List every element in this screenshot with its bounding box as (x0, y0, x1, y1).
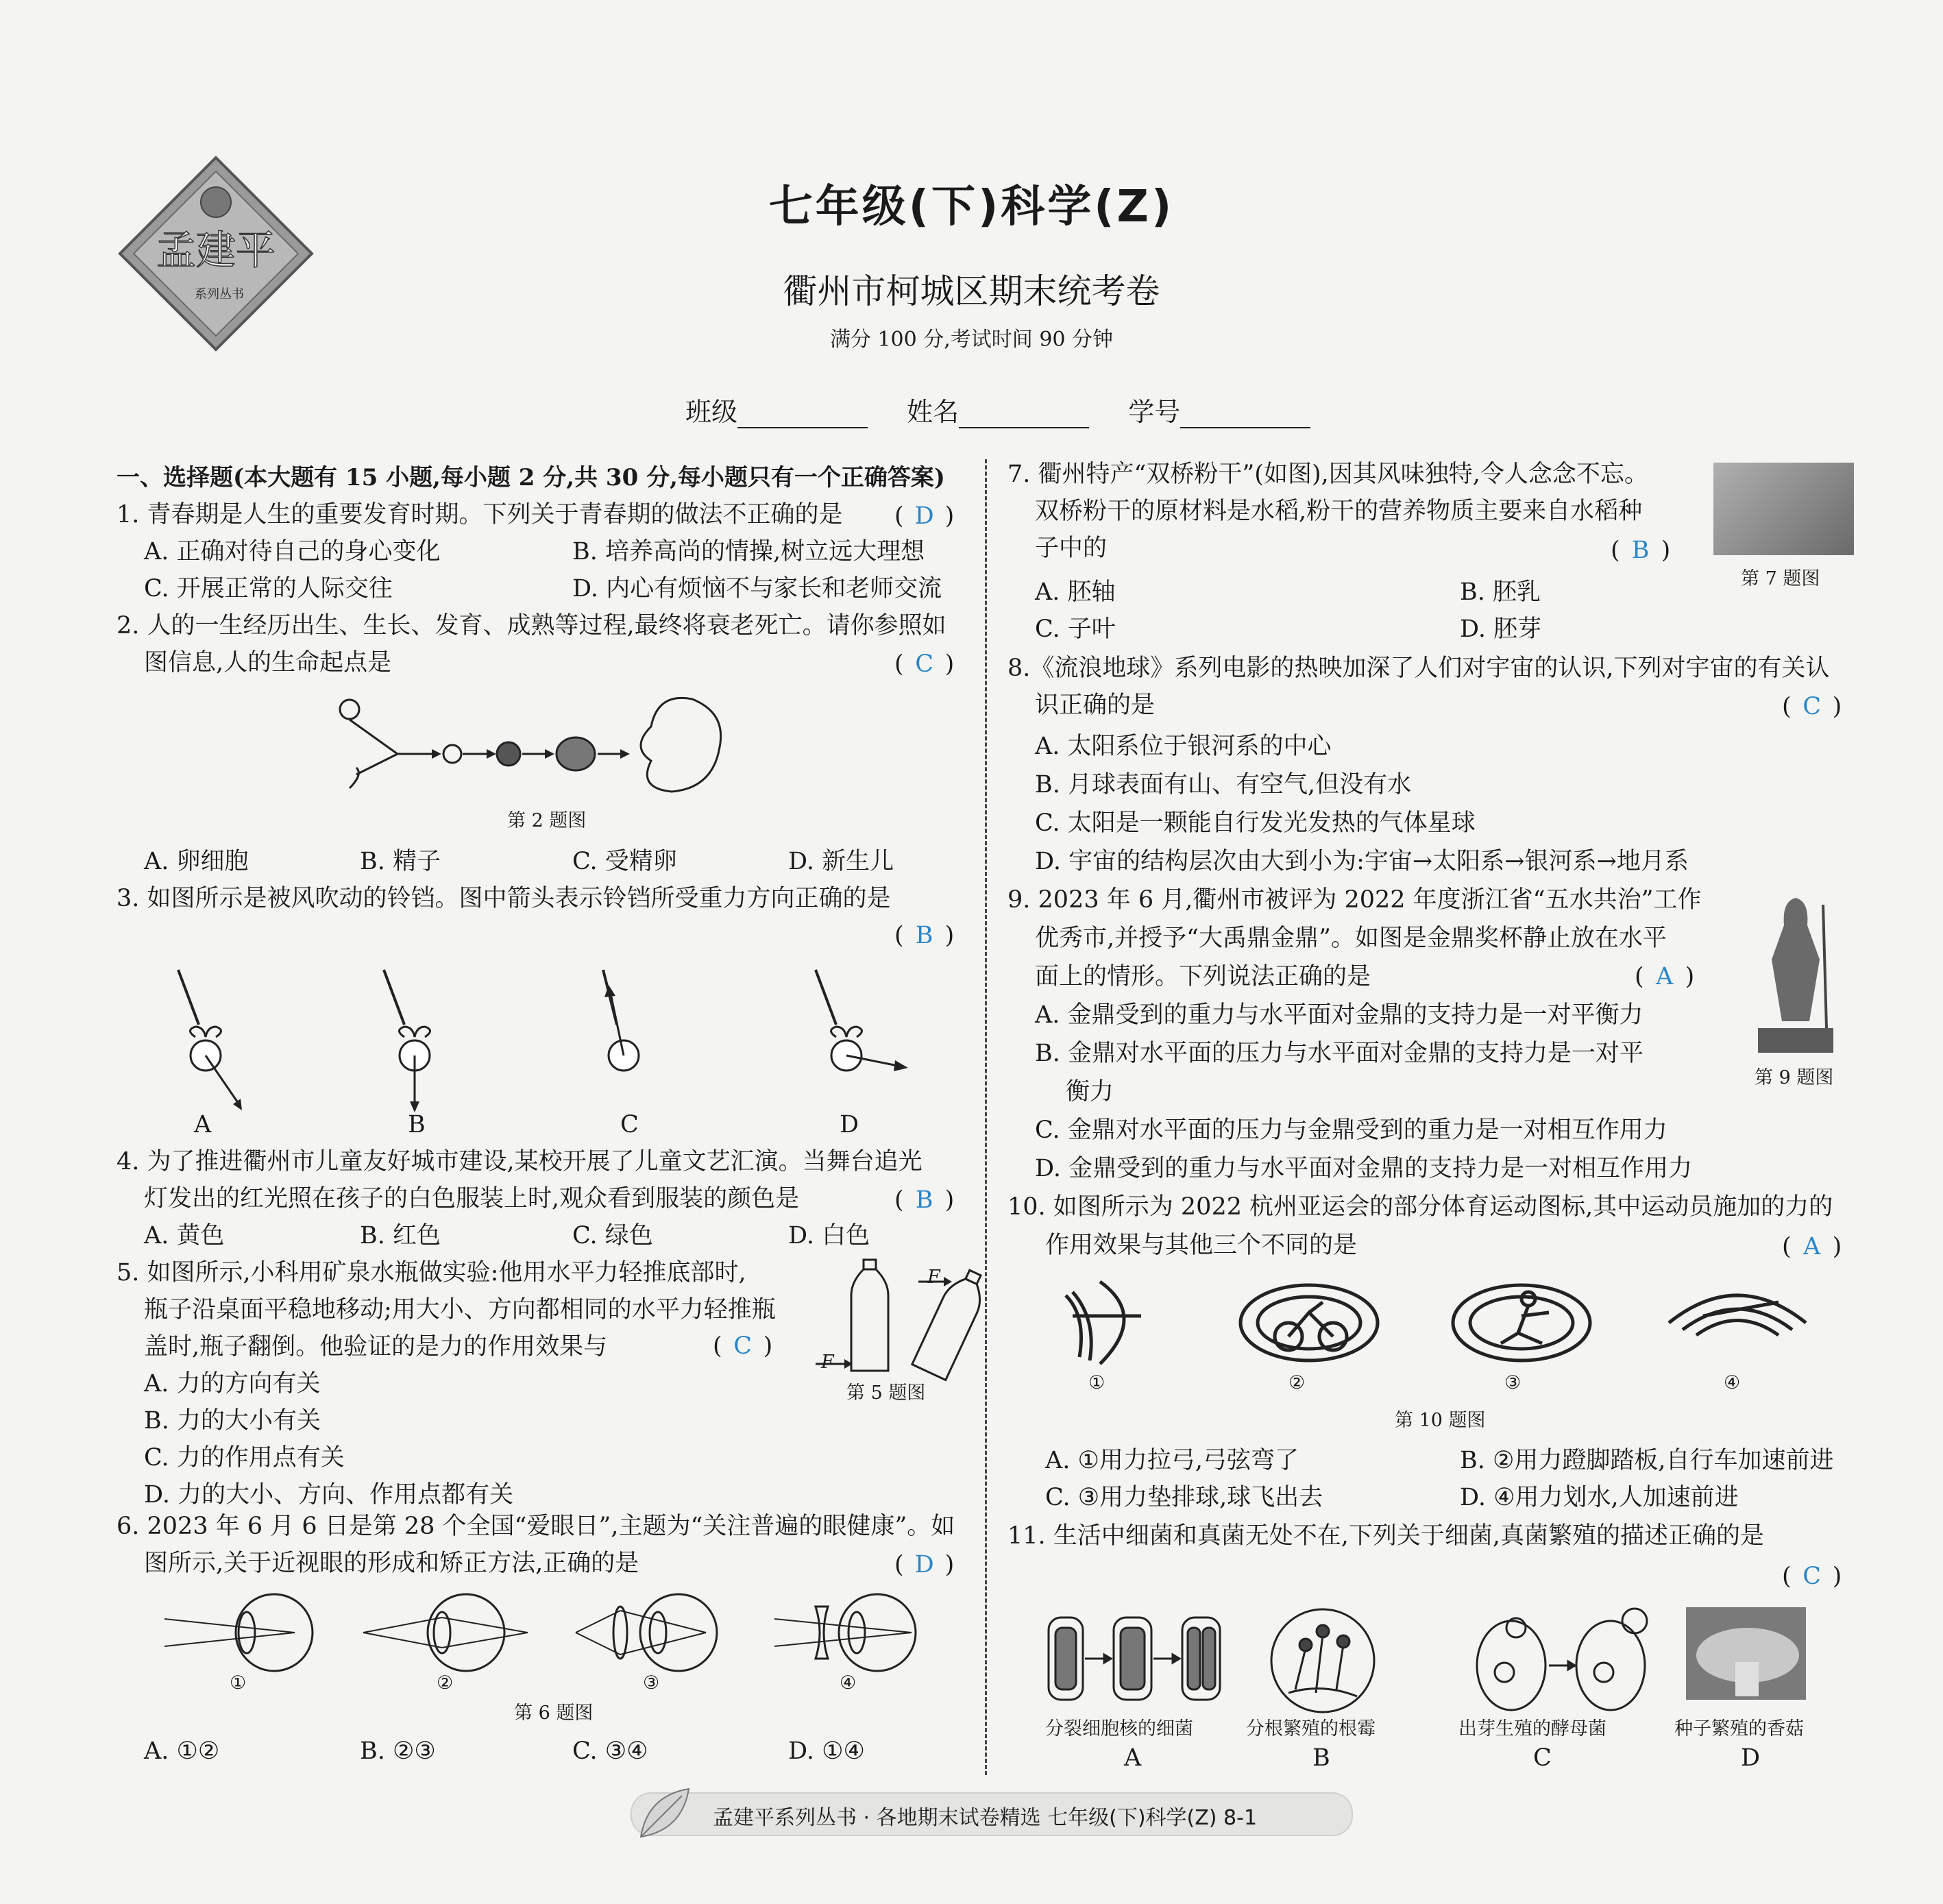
q5-option-a: A. 力的方向有关 (144, 1370, 321, 1398)
q3-label-b: B (408, 1111, 426, 1138)
q4-option-d: D. 白色 (788, 1222, 870, 1249)
q6-label-1: ① (230, 1672, 247, 1694)
bell-d-icon (816, 970, 908, 1071)
q8-answer: C (1803, 693, 1822, 720)
q9-stem-2: 优秀市,并授予“大禹鼎金鼎”。如图是金鼎奖杯静止放在水平 (1035, 925, 1667, 952)
exam-meta: 满分 100 分,考试时间 90 分钟 (829, 328, 1114, 352)
q3-answer: B (915, 922, 933, 949)
q10-option-a: A. ①用力拉弓,弓弦弯了 (1045, 1447, 1299, 1474)
mushroom-photo (1686, 1607, 1806, 1700)
name-label: 姓名 (907, 397, 960, 427)
q5-option-d: D. 力的大小、方向、作用点都有关 (144, 1481, 514, 1509)
q10-option-d: D. ④用力划水,人加速前进 (1460, 1484, 1739, 1511)
yeast-budding-icon (1477, 1609, 1647, 1710)
q5-answer: C (733, 1332, 753, 1360)
q7-option-b: B. 胚乳 (1460, 578, 1541, 606)
q2-option-a: A. 卵细胞 (144, 848, 249, 875)
q6-answer-box: ( D ) (894, 1551, 955, 1578)
q11-label-c: C (1533, 1744, 1552, 1772)
q2-answer-box: ( C ) (894, 650, 955, 678)
page-subtitle: 衢州市柯城区期末统考卷 (783, 271, 1160, 311)
q9-option-c: C. 金鼎对水平面的压力与金鼎受到的重力是一对相互作用力 (1035, 1116, 1667, 1144)
q4-answer-box: ( B ) (894, 1186, 955, 1214)
logo-text: 孟建平 (156, 227, 276, 273)
page-title: 七年级(下)科学(Z) (768, 182, 1175, 232)
rowing-icon (1669, 1295, 1806, 1335)
q9-answer-box: ( A ) (1635, 963, 1695, 990)
q10-answer: A (1803, 1233, 1821, 1260)
embryo-icon (557, 737, 595, 770)
q2-option-c: C. 受精卵 (572, 848, 677, 875)
q11-label-a: A (1124, 1744, 1142, 1772)
q5-stem-2: 瓶子沿桌面平稳地移动;用大小、方向都相同的水平力轻推瓶 (144, 1296, 776, 1323)
eye-diagram-4-icon (774, 1594, 916, 1671)
q4-stem-1: 4. 为了推进衢州市儿童友好城市建设,某校开展了儿童文艺汇演。当舞台追光 (117, 1148, 922, 1175)
class-field[interactable] (737, 404, 868, 428)
q11-figure (1045, 1607, 1813, 1726)
q3-figure (151, 970, 939, 1137)
column-divider (985, 459, 987, 1775)
q2-figure (329, 685, 795, 805)
name-field[interactable] (959, 404, 1089, 428)
q7-answer: B (1631, 537, 1650, 564)
q6-label-3: ③ (643, 1672, 660, 1694)
q5-force-label-bottom: F (821, 1352, 834, 1373)
q9-option-b-2: 衡力 (1066, 1078, 1114, 1106)
q11-caption-a: 分裂细胞核的细菌 (1045, 1718, 1193, 1740)
eye-diagram-1-icon (164, 1594, 313, 1671)
q5-answer-box: ( C ) (713, 1332, 773, 1360)
bell-b-icon (384, 970, 430, 1112)
logo-subtext: 系列丛书 (195, 287, 244, 302)
q10-label-3: ③ (1504, 1372, 1522, 1393)
footer-text: 孟建平系列丛书 · 各地期末试卷精选 七年级(下)科学(Z) 8-1 (713, 1806, 1258, 1830)
q9-option-b-1: B. 金鼎对水平面的压力与水平面对金鼎的支持力是一对平 (1035, 1040, 1643, 1067)
q8-option-a: A. 太阳系位于银河系的中心 (1035, 733, 1332, 760)
q7-stem-3: 子中的 (1035, 535, 1108, 562)
q10-label-4: ④ (1724, 1372, 1741, 1393)
q10-option-b: B. ②用力蹬脚踏板,自行车加速前进 (1460, 1447, 1834, 1474)
q1-option-d: D. 内心有烦恼不与家长和老师交流 (572, 575, 942, 602)
sperm-icon (350, 720, 398, 788)
q7-answer-box: ( B ) (1611, 537, 1671, 564)
q10-caption: 第 10 题图 (1395, 1410, 1486, 1431)
q2-option-d: D. 新生儿 (788, 848, 894, 875)
section-heading: 一、选择题(本大题有 15 小题,每小题 2 分,共 30 分,每小题只有一个正确答案) (117, 464, 945, 491)
q1-stem: 1. 青春期是人生的重要发育时期。下列关于青春期的做法不正确的是 (117, 501, 843, 528)
q6-figure (151, 1590, 939, 1689)
q9-option-d: D. 金鼎受到的重力与水平面对金鼎的支持力是一对相互作用力 (1035, 1155, 1693, 1182)
q7-stem-2: 双桥粉干的原材料是水稻,粉干的营养物质主要来自水稻种 (1035, 498, 1643, 525)
q11-caption-b: 分根繁殖的根霉 (1246, 1718, 1376, 1740)
q6-option-c: C. ③④ (572, 1737, 648, 1765)
q6-label-2: ② (437, 1672, 454, 1694)
q6-answer: D (914, 1551, 934, 1578)
upright-bottle-icon (851, 1260, 888, 1371)
archery-icon (1066, 1282, 1141, 1364)
q2-answer: C (915, 650, 934, 678)
eye-diagram-3-icon (576, 1594, 717, 1671)
q4-option-a: A. 黄色 (144, 1222, 225, 1249)
embryo-cluster-icon (497, 742, 520, 766)
q1-option-c: C. 开展正常的人际交往 (144, 575, 393, 602)
q10-answer-box: ( A ) (1782, 1233, 1842, 1260)
q7-option-d: D. 胚芽 (1460, 615, 1542, 643)
q8-stem-1: 8.《流浪地球》系列电影的热映加深了人们对宇宙的认识,下列对宇宙的有关认 (1007, 655, 1830, 682)
class-label: 班级 (685, 397, 738, 427)
q8-option-b: B. 月球表面有山、有空气,但没有水 (1035, 771, 1412, 798)
q6-label-4: ④ (840, 1672, 857, 1694)
q9-stem-3: 面上的情形。下列说法正确的是 (1035, 963, 1371, 990)
egg-cell-icon (340, 700, 359, 719)
q6-option-a: A. ①② (144, 1737, 220, 1765)
rhizopus-icon (1271, 1609, 1374, 1712)
q6-caption: 第 6 题图 (514, 1702, 594, 1724)
q3-label-d: D (840, 1111, 859, 1138)
q10-option-c: C. ③用力垫排球,球飞出去 (1045, 1484, 1323, 1511)
bell-c-icon (603, 970, 639, 1071)
q11-answer-box: ( C ) (1782, 1563, 1842, 1590)
cycling-icon (1241, 1285, 1378, 1360)
q10-figure (1059, 1275, 1820, 1374)
bacteria-division-icon (1049, 1618, 1220, 1700)
q11-caption-c: 出芽生殖的酵母菌 (1458, 1718, 1606, 1740)
q9-option-a: A. 金鼎受到的重力与水平面对金鼎的支持力是一对平衡力 (1035, 1001, 1643, 1029)
student-fields (685, 391, 1341, 428)
fetus-icon (641, 698, 721, 792)
q1-answer: D (914, 502, 934, 530)
q11-caption-d: 种子繁殖的香菇 (1674, 1718, 1804, 1740)
eye-diagram-2-icon (363, 1594, 528, 1671)
q7-option-c: C. 子叶 (1035, 615, 1116, 643)
q7-caption: 第 7 题图 (1741, 568, 1820, 589)
volleyball-icon (1453, 1285, 1590, 1360)
q3-stem: 3. 如图所示是被风吹动的铃铛。图中箭头表示铃铛所受重力方向正确的是 (117, 885, 891, 912)
zygote-icon (443, 745, 461, 763)
q1-option-b: B. 培养高尚的情操,树立远大理想 (572, 538, 925, 565)
bell-a-icon (178, 970, 242, 1110)
q9-trophy-photo (1744, 884, 1847, 1058)
q11-label-b: B (1312, 1744, 1330, 1772)
q10-label-1: ① (1088, 1372, 1105, 1393)
q11-answer: C (1803, 1563, 1822, 1590)
q6-option-b: B. ②③ (360, 1737, 436, 1765)
q9-caption: 第 9 题图 (1755, 1067, 1834, 1088)
q2-caption: 第 2 题图 (507, 810, 587, 831)
q10-stem-1: 10. 如图所示为 2022 杭州亚运会的部分体育运动图标,其中运动员施加的力的 (1007, 1193, 1833, 1221)
q4-option-b: B. 红色 (360, 1222, 441, 1249)
q2-option-b: B. 精子 (360, 848, 441, 875)
q7-stem-1: 7. 衢州特产“双桥粉干”(如图),因其风味独特,令人念念不忘。 (1007, 461, 1648, 488)
id-label: 学号 (1128, 397, 1181, 427)
q11-label-d: D (1741, 1744, 1761, 1772)
q8-answer-box: ( C ) (1782, 693, 1842, 720)
q5-option-b: B. 力的大小有关 (144, 1407, 321, 1435)
q4-answer: B (915, 1186, 933, 1214)
q10-label-2: ② (1288, 1372, 1306, 1393)
q8-stem-2: 识正确的是 (1035, 692, 1156, 719)
q4-option-c: C. 绿色 (572, 1222, 653, 1249)
q4-stem-2: 灯发出的红光照在孩子的白色服装上时,观众看到服装的颜色是 (144, 1185, 800, 1212)
q7-rice-noodle-photo (1713, 463, 1854, 555)
q3-answer-box: ( B ) (894, 922, 955, 949)
footer-leaf-icon (634, 1782, 696, 1846)
q11-stem: 11. 生活中细菌和真菌无处不在,下列关于细菌,真菌繁殖的描述正确的是 (1007, 1522, 1765, 1550)
q1-option-a: A. 正确对待自己的身心变化 (144, 538, 441, 565)
q10-stem-2: 作用效果与其他三个不同的是 (1045, 1232, 1358, 1259)
q1-answer-box: ( D ) (894, 502, 955, 530)
q7-option-a: A. 胚轴 (1035, 578, 1116, 606)
q5-stem-3: 盖时,瓶子翻倒。他验证的是力的作用效果与 (144, 1333, 608, 1360)
q5-option-c: C. 力的作用点有关 (144, 1444, 345, 1472)
q6-option-d: D. ①④ (788, 1737, 865, 1765)
q2-stem-1: 2. 人的一生经历出生、生长、发育、成熟等过程,最终将衰老死亡。请你参照如 (117, 612, 946, 639)
q3-label-c: C (620, 1111, 639, 1138)
q6-stem-1: 6. 2023 年 6 月 6 日是第 28 个全国“爱眼日”,主题为“关注普遍的眼健康”。如 (117, 1513, 955, 1540)
q8-option-c: C. 太阳是一颗能自行发光发热的气体星球 (1035, 809, 1476, 837)
q8-option-d: D. 宇宙的结构层次由大到小为:宇宙→太阳系→银河系→地月系 (1035, 848, 1689, 875)
q5-figure (809, 1254, 987, 1380)
q6-stem-2: 图所示,关于近视眼的形成和矫正方法,正确的是 (144, 1550, 639, 1577)
q5-stem-1: 5. 如图所示,小科用矿泉水瓶做实验:他用水平力轻推底部时, (117, 1259, 746, 1286)
q9-answer: A (1656, 963, 1674, 990)
q9-stem-1: 9. 2023 年 6 月,衢州市被评为 2022 年度浙江省“五水共治”工作 (1007, 886, 1702, 914)
q5-caption: 第 5 题图 (846, 1382, 926, 1404)
q5-force-label-top: F (927, 1267, 940, 1288)
q3-label-a: A (194, 1111, 212, 1138)
q2-stem-2: 图信息,人的生命起点是 (144, 649, 392, 676)
id-field[interactable] (1180, 404, 1310, 428)
